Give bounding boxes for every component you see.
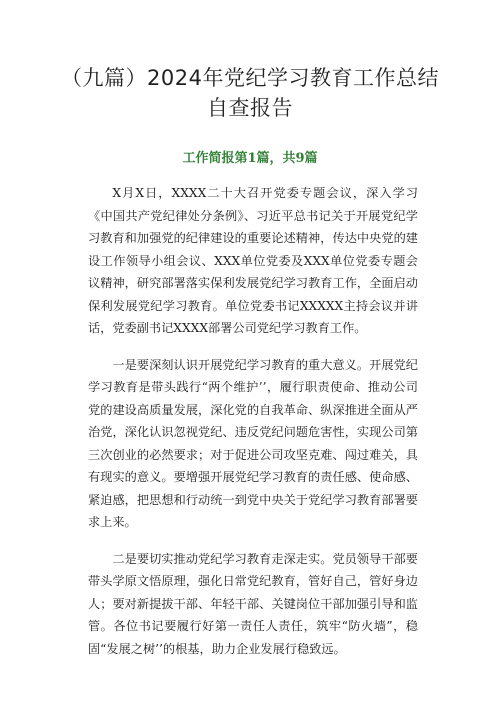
paragraph-1: X月X日，XXXX二十大召开党委专题会议，深入学习《中国共产党纪律处分条例》、习近平总书记关于开展党纪学习教育和加强党的纪律建设的重要论述精神，传达中央党的建设工作领导小组会议、XXX单位党委及XXX单位党委专题会议精神，研究部署落实保利发展党纪学习教育工作，全面启动保利发展党纪学习教育。单位党委书记XXXXX主持会议并讲话，党委副书记XXXX部署公司党纪学习教育工作。 xyxy=(88,186,418,335)
paragraph-3: 二是要切实推动党纪学习教育走深走实。党员领导干部要带头学原文悟原理，强化日常党纪教育，管好自己，管好身边人；要对新提拔干部、年轻干部、关键岗位干部加强引导和监管。各位书记要履行好第一责任人责任，筑牢“防火墙”，稳固“发展之树’’的根基，助力企业发展行稳致远。 xyxy=(88,551,418,656)
document-body xyxy=(88,182,418,660)
document-title: （九篇）2024年党纪学习教育工作总结自查报告 xyxy=(61,66,439,120)
document-subtitle: 工作简报第1篇，共9篇 xyxy=(182,151,318,166)
paragraph-2: 一是要深刻认识开展党纪学习教育的重大意义。开展党纪学习教育是带头践行“两个维护’’，履行职责使命、推动公司党的建设高质量发展，深化党的自我革命、纵深推进全面从严治党，深化认识忽视党纪、违反党纪问题危害性，实现公司第三次创业的必然要求；对于促进公司攻坚克难、闯过难关，具有现实的意义。要增强开展党纪学习教育的责任感、使命感、紧迫感，把思想和行动统一到党中央关于党纪学习教育部署要求上来。 xyxy=(88,357,418,529)
